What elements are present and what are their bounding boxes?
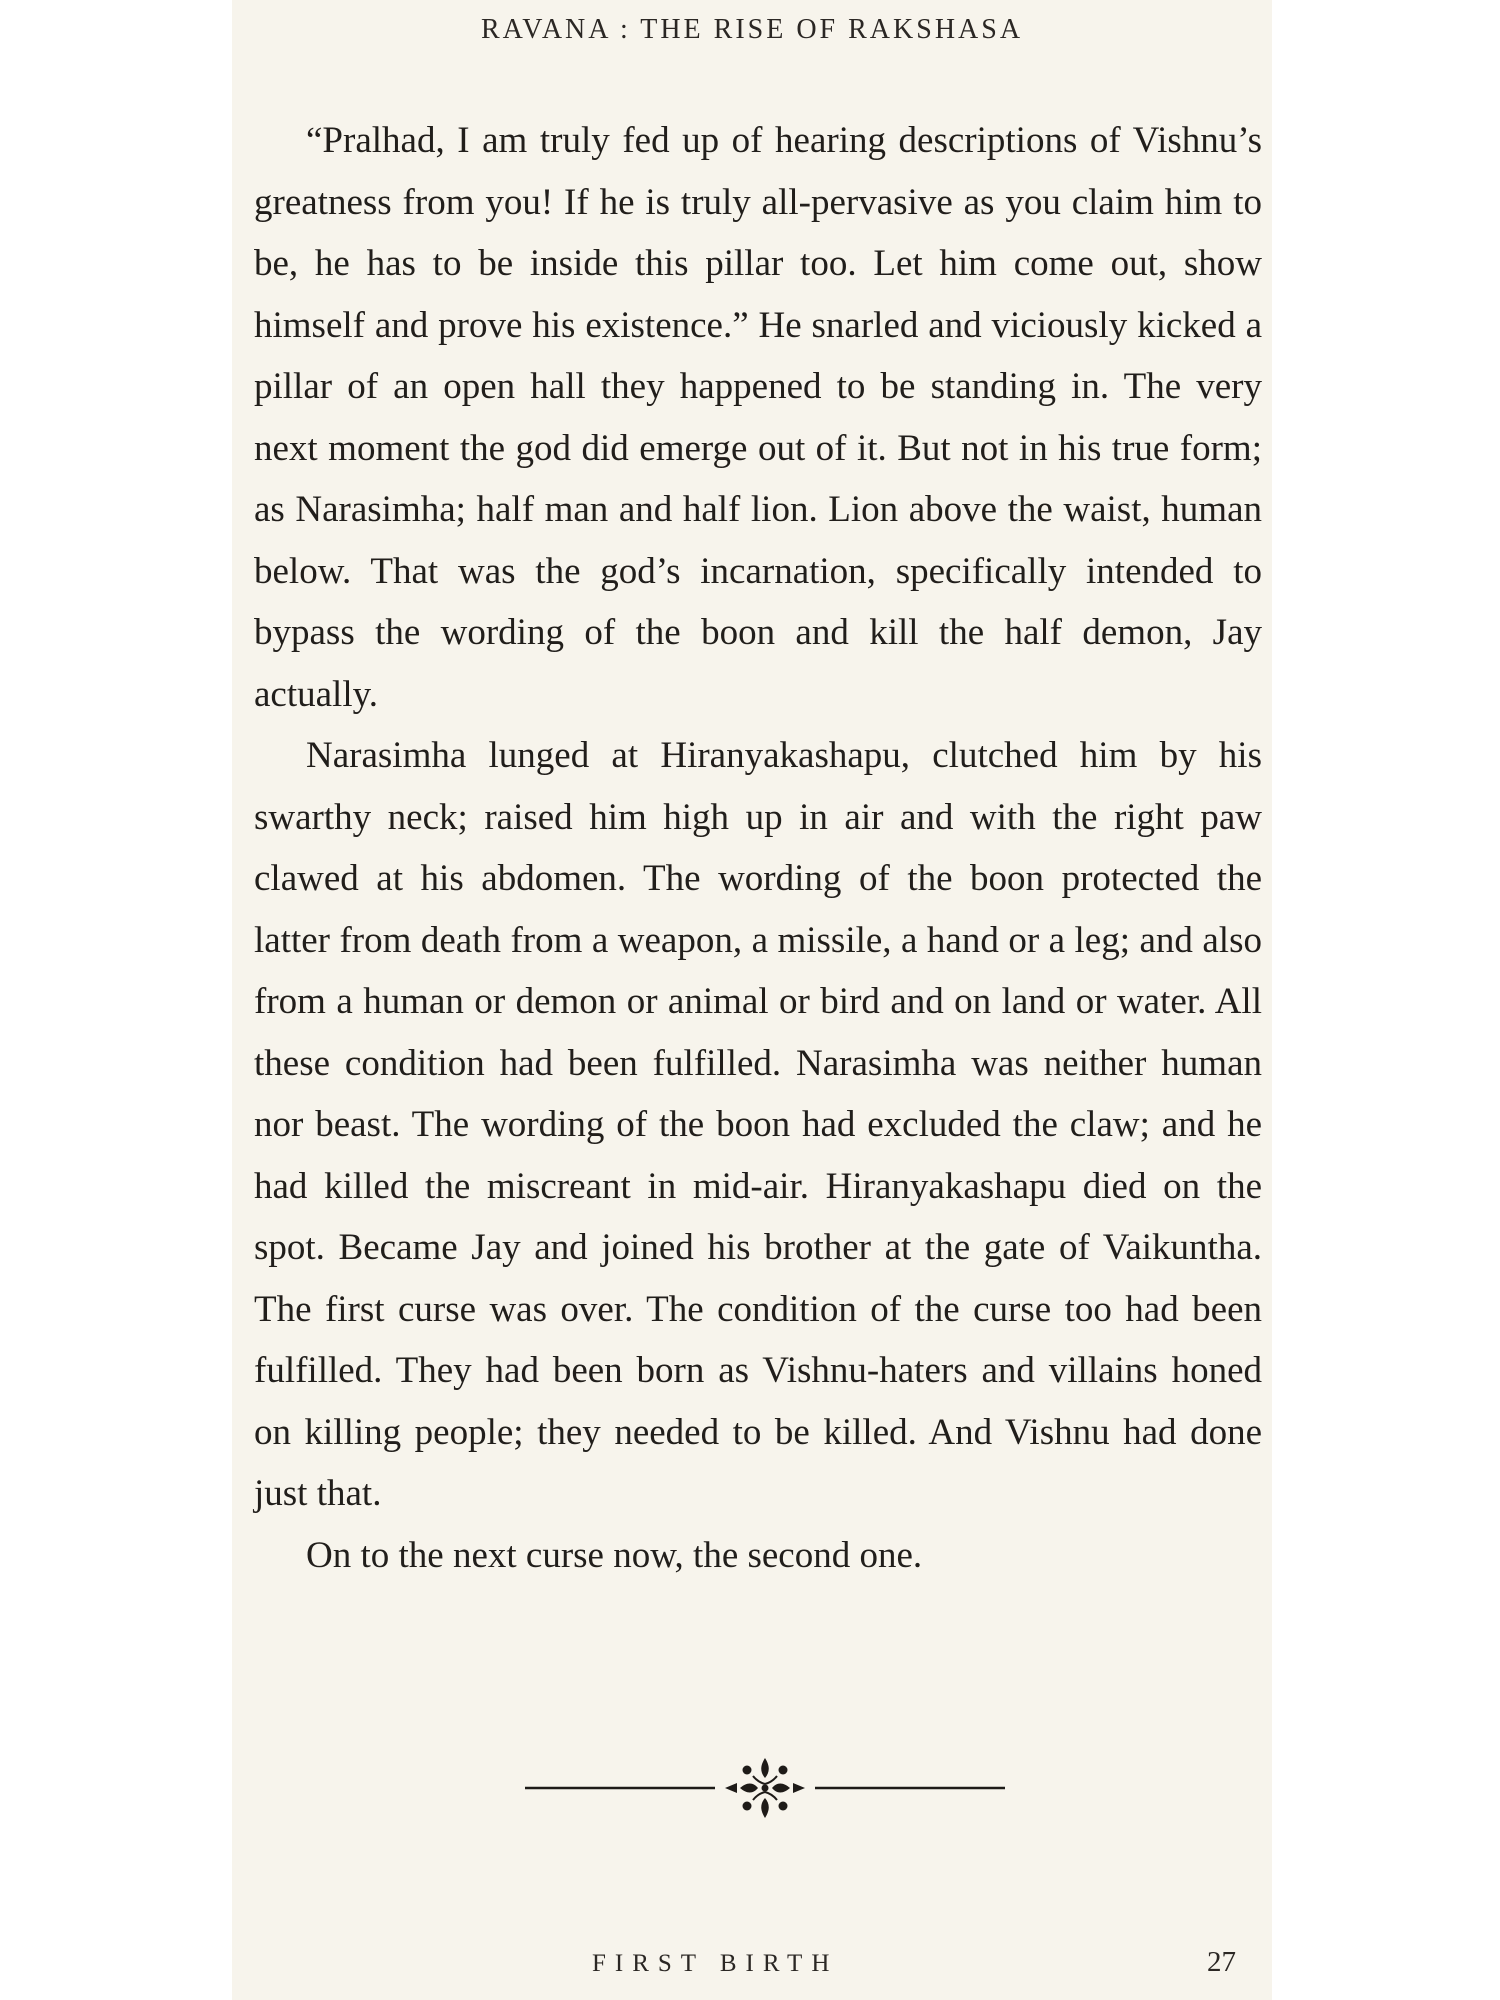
paragraph-2: Narasimha lunged at Hiranyakashapu, clutched him by his swarthy neck; raised him high up in air and with the right paw clawed at his abdomen. The wording of the boon protected the latter from death from a weapon, a missile, a hand or a leg; and also from a human or demon or animal or bird and on land or water. All these condition had been fulfilled. Narasimha was neither human nor beast. The wording of the boon had excluded the claw; and he had killed the miscreant in mid-air. Hiranyakashapu died on the spot. Became Jay and joined his brother at the gate of Vaikuntha. The first curse was over. The condition of the curse too had been fulfilled. They had been born as Vishnu-haters and villains honed on killing people; they needed to be killed. And Vishnu had done just that. — [254, 735, 1262, 1514]
book-page — [232, 0, 1272, 2000]
page-number: 27 — [1207, 1946, 1236, 1978]
paragraph-1: “Pralhad, I am truly fed up of hearing descriptions of Vishnu’s greatness from you! If he is truly all-pervasive as you claim him to be, he has to be inside this pillar too. Let him come out, show himself and prove his existence.” He snarled and viciously kicked a pillar of an open hall they happened to be standing in. The very next moment the god did emerge out of it. But not in his true form; as Narasimha; half man and half lion. Lion above the waist, human below. That was the god’s incarnation, specifically intended to bypass the wording of the boon and kill the half demon, Jay actually. — [254, 120, 1262, 715]
section-divider-ornament-icon — [525, 1748, 1005, 1828]
footer-section-title: FIRST BIRTH — [592, 1950, 839, 1977]
body-text — [254, 110, 1262, 1586]
paragraph-3: On to the next curse now, the second one. — [306, 1534, 923, 1576]
running-head: RAVANA : THE RISE OF RAKSHASA — [480, 14, 1024, 45]
